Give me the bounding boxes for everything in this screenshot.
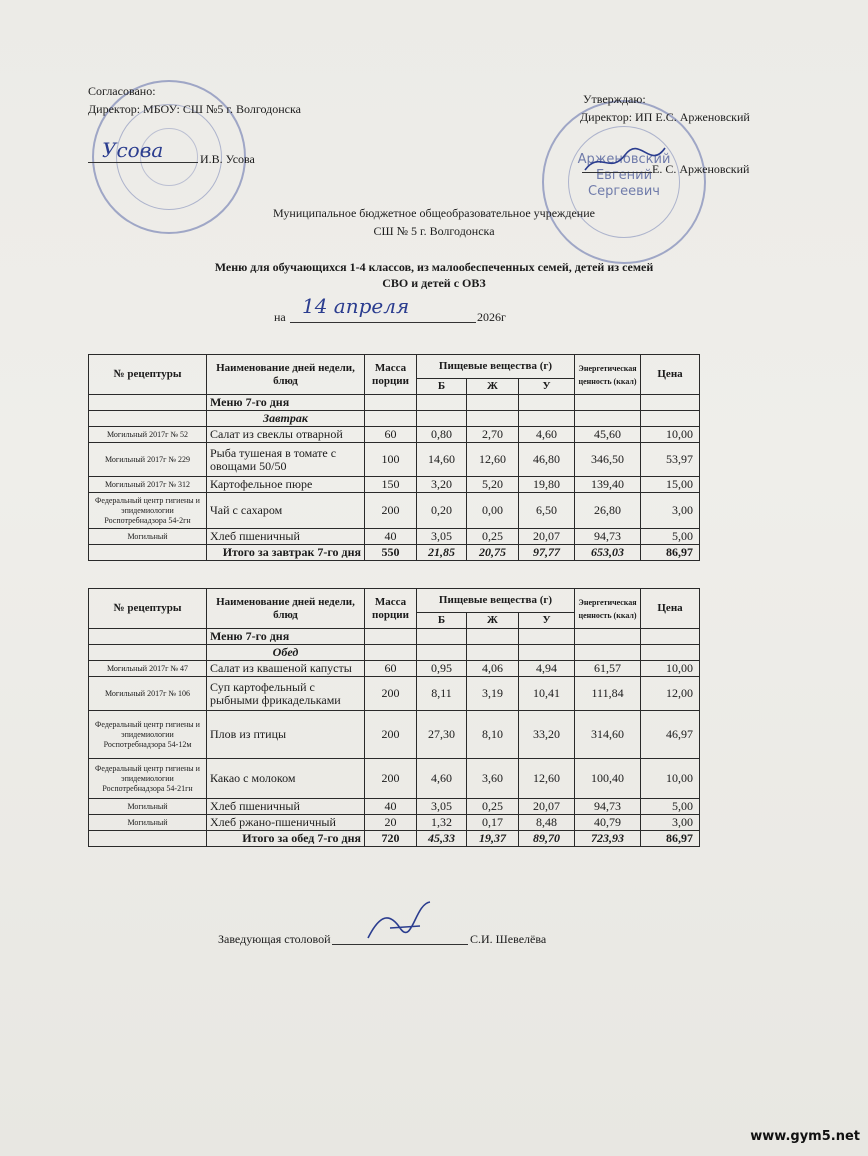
col-b: Б xyxy=(417,613,467,629)
col-zh: Ж xyxy=(467,613,519,629)
institution-line-2: СШ № 5 г. Волгодонска xyxy=(373,224,495,238)
table-row: Федеральный центр гигиены и эпидемиологии Роспотребнадзора 54-21гн Какао с молоком 200 4,60 3,60 12,60 100,40 10,00 xyxy=(89,759,700,799)
table-row: Федеральный центр гигиены и эпидемиологии Роспотребнадзора 54-2гн Чай с сахаром 200 0,20 0,00 6,50 26,80 3,00 xyxy=(89,493,700,529)
institution-line-1: Муниципальное бюджетное общеобразовательное учреждение xyxy=(273,206,595,220)
footer-name: С.И. Шевелёва xyxy=(470,932,547,946)
meal-label: Завтрак xyxy=(207,411,365,427)
total-row: Итого за завтрак 7-го дня 550 21,85 20,75 97,77 653,03 86,97 xyxy=(89,545,700,561)
menu-title-line-1: Меню для обучающихся 1-4 классов, из малообеспеченных семей, детей из семей xyxy=(214,260,654,274)
breakfast-table xyxy=(88,354,700,561)
day-label: Меню 7-го дня xyxy=(207,395,365,411)
date-handwritten: 14 апреля xyxy=(302,294,410,318)
total-row: Итого за обед 7-го дня 720 45,33 19,37 89,70 723,93 86,97 xyxy=(89,831,700,847)
col-mass: Масса порции xyxy=(365,589,417,629)
col-name: Наименование дней недели, блюд xyxy=(207,355,365,395)
left-signature-name: И.В. Усова xyxy=(200,152,255,166)
footer-signature-scribble xyxy=(360,898,440,946)
day-label: Меню 7-го дня xyxy=(207,629,365,645)
left-director: Директор: МБОУ: СШ №5 г. Волгодонска xyxy=(88,102,301,116)
table-row: Могильный 2017г № 229 Рыба тушеная в томате с овощами 50/50 100 14,60 12,60 46,80 346,50 53,97 xyxy=(89,443,700,477)
date-line xyxy=(290,322,476,323)
right-signature-name: Е. С. Арженовский xyxy=(652,162,750,176)
col-nutrients: Пищевые вещества (г) xyxy=(417,589,575,613)
site-watermark: www.gym5.net xyxy=(750,1129,860,1144)
date-prefix: на xyxy=(274,310,286,324)
agreed-label: Согласовано: xyxy=(88,84,156,98)
stamp-line-3: Сергеевич xyxy=(588,184,660,199)
table-row: Могильный Хлеб пшеничный 40 3,05 0,25 20,07 94,73 5,00 xyxy=(89,529,700,545)
col-u: У xyxy=(519,613,575,629)
table-row: Могильный 2017г № 312 Картофельное пюре 150 3,20 5,20 19,80 139,40 15,00 xyxy=(89,477,700,493)
lunch-table xyxy=(88,588,700,847)
footer-label: Заведующая столовой xyxy=(218,932,331,946)
stamp-line-2: Евгений xyxy=(595,168,653,183)
col-b: Б xyxy=(417,379,467,395)
col-price: Цена xyxy=(641,355,700,395)
left-signature: Усова xyxy=(102,138,164,162)
col-energy: Энергетическая ценность (ккал) xyxy=(575,589,641,629)
col-recipe: № рецептуры xyxy=(89,355,207,395)
table-row: Могильный Хлеб ржано-пшеничный 20 1,32 0,17 8,48 40,79 3,00 xyxy=(89,815,700,831)
table-row: Могильный 2017г № 106 Суп картофельный с рыбными фрикадельками 200 8,11 3,19 10,41 111,84 12,00 xyxy=(89,677,700,711)
date-year: 2026г xyxy=(477,310,506,324)
col-energy: Энергетическая ценность (ккал) xyxy=(575,355,641,395)
left-signature-line xyxy=(88,162,198,163)
right-director: Директор: ИП Е.С. Арженовский xyxy=(580,110,750,124)
col-name: Наименование дней недели, блюд xyxy=(207,589,365,629)
col-recipe: № рецептуры xyxy=(89,589,207,629)
col-u: У xyxy=(519,379,575,395)
stamp-line-1: Арженовский xyxy=(577,152,671,167)
table-row: Могильный 2017г № 47 Салат из квашеной капусты 60 0,95 4,06 4,94 61,57 10,00 xyxy=(89,661,700,677)
table-row: Могильный Хлеб пшеничный 40 3,05 0,25 20,07 94,73 5,00 xyxy=(89,799,700,815)
menu-title-line-2: СВО и детей с ОВЗ xyxy=(382,276,486,290)
table-row: Федеральный центр гигиены и эпидемиологии Роспотребнадзора 54-12м Плов из птицы 200 27,30 8,10 33,20 314,60 46,97 xyxy=(89,711,700,759)
table-row: Могильный 2017г № 52 Салат из свеклы отварной 60 0,80 2,70 4,60 45,60 10,00 xyxy=(89,427,700,443)
col-nutrients: Пищевые вещества (г) xyxy=(417,355,575,379)
col-zh: Ж xyxy=(467,379,519,395)
col-mass: Масса порции xyxy=(365,355,417,395)
col-price: Цена xyxy=(641,589,700,629)
approved-label: Утверждаю: xyxy=(583,92,646,106)
meal-label: Обед xyxy=(207,645,365,661)
